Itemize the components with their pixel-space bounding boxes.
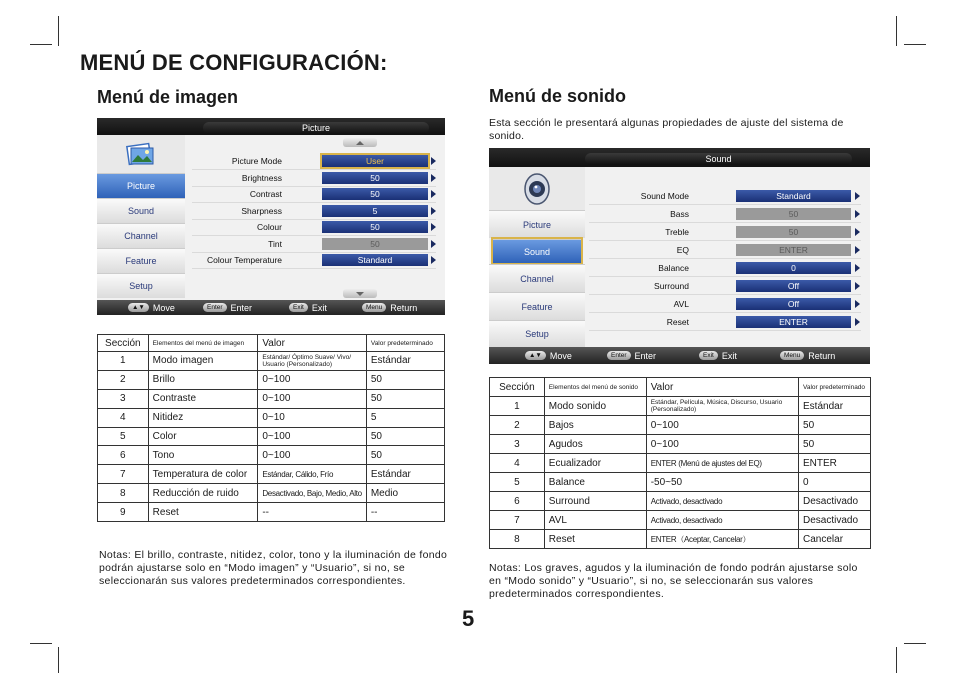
cell-section [490,397,545,416]
crop-mark [904,643,926,644]
cell-section [490,435,545,454]
cell-item-text: Balance [548,476,585,488]
header-section: Sección [490,378,545,397]
cell-value-text: Activado, desactivado [650,496,723,506]
crop-mark [896,647,897,673]
cell-item-text: Contraste [152,393,197,405]
cell-value-text: ENTER (Menú de ajustes del EQ) [650,458,762,468]
cell-section [98,484,149,503]
cell-item-text: Reducción de ruido [152,487,239,499]
scroll-up-icon[interactable] [343,138,377,147]
osd-setting-label: Contrast [249,189,282,199]
cell-value [258,465,367,484]
cell-default-text: 50 [803,438,815,450]
osd-setting-value[interactable]: Off [736,298,851,310]
cell-item-text: Brillo [152,374,175,386]
cell-section-text: 8 [120,487,126,499]
osd-setting-label: Reset [666,317,689,327]
table-row [98,408,445,427]
row-divider [589,276,861,277]
cell-default [799,530,871,549]
cell-default [366,370,444,389]
row-divider [589,240,861,241]
cell-item [148,352,258,371]
chevron-right-icon[interactable] [431,157,436,165]
cell-item-text: Ecualizador [548,457,602,469]
cell-section-text: 6 [514,495,520,507]
hint-enter-label: Enter [634,350,657,361]
cell-section-text: 3 [514,438,520,450]
hint-return-label: Return [808,350,836,361]
hint-move [128,303,175,313]
cell-item-text: Temperatura de color [152,468,248,480]
table-row [490,511,871,530]
cell-default [366,465,444,484]
osd-setting-value[interactable]: 5 [322,205,428,217]
row-divider [589,312,861,313]
cell-default-text: Medio [370,487,399,499]
cell-section [98,389,149,408]
cell-section-text: 1 [120,355,126,367]
hint-exit [699,351,737,361]
cell-default-text: 50 [370,431,382,442]
move-key-icon: ▲▼ [525,351,546,360]
osd-setting-label: Sharpness [241,205,282,216]
table-row [490,454,871,473]
cell-default-text: 50 [370,374,382,386]
osd-nav-sound[interactable]: Sound [493,239,581,263]
cell-default-text: 5 [370,412,377,424]
osd-setting-label: Colour Temperature [207,255,282,265]
hint-enter [203,303,252,313]
chevron-right-icon[interactable] [855,264,860,272]
cell-item [148,503,258,522]
chevron-right-icon[interactable] [431,174,436,182]
hint-enter-label: Enter [230,302,253,313]
cell-default [799,416,871,435]
osd-setting-value[interactable]: 0 [736,262,851,274]
cell-section-text: 9 [120,506,126,518]
chevron-right-icon[interactable] [855,192,860,200]
cell-default-text: 50 [803,419,815,431]
cell-item-text: Reset [548,533,575,545]
exit-key-icon: Exit [699,351,718,360]
osd-setting-value[interactable]: Off [736,280,851,292]
cell-item-text: Modo imagen [152,355,214,367]
table-header-row [98,335,445,352]
sound-section-title: Menú de sonido [489,86,626,106]
row-divider [192,202,436,203]
cell-item-text: Modo sonido [548,400,607,412]
table-row [490,416,871,435]
row-divider [589,204,861,205]
header-item: Elementos del menú de sonido [544,378,646,397]
cell-value [646,492,798,511]
cell-item [148,427,258,446]
table-row [98,352,445,371]
osd-setting-label: Colour [256,222,282,232]
osd-setting-value[interactable]: User [322,155,428,167]
osd-bottom-bar [489,347,870,364]
cell-section-text: 2 [120,374,126,386]
cell-item [544,473,646,492]
table-row [98,484,445,503]
cell-value-text: Estándar, Cálido, Frío [262,469,334,479]
cell-item [148,389,258,408]
cell-item-text: Tono [152,449,175,461]
cell-section-text: 4 [514,457,520,469]
cell-section [490,454,545,473]
cell-default-text: Estándar [803,400,844,412]
header-section: Sección [98,335,149,352]
cell-default [799,435,871,454]
osd-setting-label: EQ [676,245,689,255]
table-row [490,435,871,454]
cell-item [148,484,258,503]
osd-setting-label: Bass [670,209,689,219]
header-item: Elementos del menú de imagen [148,335,258,352]
cell-section [98,427,149,446]
picture-section-title: Menú de imagen [97,87,239,107]
cell-item-text: AVL [548,514,567,526]
hint-return [362,303,417,313]
cell-default [799,492,871,511]
chevron-right-icon[interactable] [431,190,436,198]
cell-section [490,492,545,511]
chevron-right-icon[interactable] [855,246,860,254]
picture-icon [97,135,185,173]
row-divider [192,268,436,269]
osd-setting-value[interactable]: 50 [322,238,428,250]
osd-setting-label: Sound Mode [640,191,689,201]
osd-setting-value[interactable]: Standard [322,254,428,266]
cell-section [98,503,149,522]
cell-default-text: 50 [370,393,382,405]
cell-value [258,427,367,446]
cell-section-text: 7 [120,468,126,480]
table-row [98,389,445,408]
chevron-right-icon[interactable] [431,240,436,248]
osd-nav-channel[interactable]: Channel [489,264,585,292]
cell-default-text: Desactivado [803,495,859,507]
cell-section-text: 6 [120,449,126,461]
osd-setting-value[interactable]: 50 [322,188,428,200]
osd-nav-channel[interactable]: Channel [97,223,185,248]
cell-default [366,408,444,427]
cell-item-text: Bajos [548,419,574,431]
osd-setting-label: Brightness [241,172,282,183]
cell-default [366,446,444,465]
cell-item [544,511,646,530]
hint-exit-label: Exit [721,350,737,361]
table-row [98,370,445,389]
osd-setting-value[interactable]: 50 [736,226,851,238]
cell-value-text: 0~100 [262,374,291,386]
sound-settings-table [489,377,871,549]
cell-item-text: Surround [548,495,590,507]
cell-default [366,389,444,408]
osd-nav-picture[interactable]: Picture [97,173,185,198]
cell-default-text: ENTER [803,457,837,469]
cell-section-text: 2 [514,419,520,431]
page-number: 5 [462,606,475,631]
table-row [490,492,871,511]
cell-section-text: 5 [514,476,520,488]
row-divider [589,258,861,259]
chevron-right-icon[interactable] [855,210,860,218]
cell-value [646,473,798,492]
cell-default [799,511,871,530]
row-divider [192,252,436,253]
table-row [490,397,871,416]
cell-value [258,389,367,408]
cell-item [148,370,258,389]
table-row [98,446,445,465]
osd-menu-title: Sound [585,153,852,165]
cell-item [544,416,646,435]
crop-mark [30,44,52,45]
row-divider [192,169,436,170]
cell-value-text: 0~100 [650,438,679,450]
cell-section [98,465,149,484]
cell-item [544,397,646,416]
picture-notes: Notas: El brillo, contraste, nitidez, color, tono y la iluminación de fondo podrán ajustarse solo en “Modo imagen” y “Usuario”, si no, se seleccionarán sus valores predeterminados correspondientes. [99,549,448,587]
cell-section [98,352,149,371]
cell-section [490,416,545,435]
cell-value [258,370,367,389]
table-row [490,473,871,492]
cell-section [98,408,149,427]
cell-item-text: Agudos [548,438,583,450]
cell-item-text: Color [152,431,177,442]
cell-value-text: 0~100 [262,449,291,461]
speaker-icon [489,167,585,210]
hint-enter [607,351,656,361]
move-key-icon: ▲▼ [128,303,149,312]
cell-item [544,492,646,511]
osd-setting-value[interactable]: 50 [322,221,428,233]
cell-default-text: -- [370,506,378,518]
cell-value-text: Desactivado, Bajo, Medio, Alto [262,488,362,498]
cell-section [98,370,149,389]
osd-nav-picture[interactable]: Picture [489,210,585,238]
cell-default [366,484,444,503]
header-value: Valor [646,378,798,397]
chevron-right-icon[interactable] [431,207,436,215]
table-row [98,465,445,484]
cell-value [258,484,367,503]
row-divider [589,330,861,331]
cell-item [544,435,646,454]
osd-nav-sound[interactable]: Sound [97,198,185,223]
cell-item [148,446,258,465]
osd-nav-setup[interactable]: Setup [97,273,185,298]
sound-notes: Notas: Los graves, agudos y la iluminación de fondo podrán ajustarse solo en “Modo sonido” y “Usuario”, si no, se seleccionarán sus valores predeterminados correspondientes. [489,562,858,600]
osd-setting-label: Balance [658,263,689,273]
hint-exit [289,303,327,313]
cell-item-text: Reset [152,506,179,518]
chevron-right-icon[interactable] [855,300,860,308]
sound-osd-menu [489,148,870,364]
cell-section [98,446,149,465]
table-header-row [490,378,871,397]
row-divider [192,219,436,220]
cell-section-text: 8 [514,533,520,545]
osd-nav-feature[interactable]: Feature [97,248,185,273]
page-title: MENÚ DE CONFIGURACIÓN: [80,50,388,75]
cell-value-text: 0~100 [262,393,291,405]
row-divider [589,222,861,223]
cell-value-text: Estándar/ Óptimo Suave/ Vivo/ Usuario (Personalizado) [262,353,352,368]
cell-value [646,454,798,473]
menu-key-icon: Menu [362,303,386,312]
cell-value-text: Activado, desactivado [650,515,723,525]
picture-settings-table [97,334,445,522]
osd-setting-label: Surround [654,281,689,291]
crop-mark [58,647,59,673]
chevron-right-icon[interactable] [855,228,860,236]
cell-value-text: Estándar, Película, Música, Discurso, Usuario (Personalizado) [650,399,783,413]
cell-item [148,465,258,484]
chevron-right-icon[interactable] [855,282,860,290]
cell-default [366,352,444,371]
cell-default [366,427,444,446]
cell-section-text: 5 [120,431,126,442]
cell-section [490,530,545,549]
row-divider [589,294,861,295]
cell-default [799,397,871,416]
cell-item [544,530,646,549]
hint-exit-label: Exit [311,302,327,313]
cell-value [258,503,367,522]
cell-item-text: Nitidez [152,412,184,424]
osd-bottom-bar [97,300,445,315]
cell-default-text: Estándar [370,468,411,480]
cell-item [544,454,646,473]
cell-value [646,530,798,549]
cell-value [646,511,798,530]
osd-setting-value[interactable]: ENTER [736,316,851,328]
osd-nav-setup[interactable]: Setup [489,320,585,347]
header-value: Valor [258,335,367,352]
row-divider [192,186,436,187]
cell-value-text: -- [262,506,269,518]
cell-default-text: Desactivado [803,514,859,526]
cell-default [366,503,444,522]
cell-item [148,408,258,427]
cell-section-text: 7 [514,514,520,526]
enter-key-icon: Enter [607,351,631,360]
osd-nav-feature[interactable]: Feature [489,292,585,320]
hint-return-label: Return [390,302,418,313]
exit-key-icon: Exit [289,303,308,312]
row-divider [192,235,436,236]
cell-value [646,435,798,454]
table-row [98,427,445,446]
osd-setting-label: Picture Mode [231,156,282,166]
cell-value [258,446,367,465]
cell-default-text: Cancelar [803,533,844,545]
osd-setting-label: AVL [673,299,689,309]
sound-intro-text: Esta sección le presentará algunas propiedades de ajuste del sistema de sonido. [489,117,844,142]
hint-return [780,351,835,361]
cell-section [490,473,545,492]
picture-osd-menu [97,118,445,315]
scroll-down-icon[interactable] [343,289,377,298]
cell-default-text: 0 [803,476,809,488]
cell-section-text: 3 [120,393,126,405]
osd-setting-label: Treble [665,227,689,237]
hint-move-label: Move [152,302,175,313]
cell-value [258,408,367,427]
menu-key-icon: Menu [780,351,804,360]
crop-mark [896,16,897,46]
table-row [490,530,871,549]
table-row [98,503,445,522]
cell-default-text: Estándar [370,355,411,367]
hint-move-label: Move [549,350,572,361]
cell-value-text: 0~10 [262,412,285,424]
osd-setting-value[interactable]: 50 [736,208,851,220]
cell-default [799,454,871,473]
osd-setting-label: Tint [268,238,282,249]
hint-move [525,351,572,361]
cell-value [646,416,798,435]
chevron-right-icon[interactable] [431,223,436,231]
cell-value-text: 0~100 [262,431,291,442]
cell-section-text: 1 [514,400,520,412]
osd-setting-value[interactable]: ENTER [736,244,851,256]
cell-section-text: 4 [120,412,126,424]
osd-menu-title: Picture [203,122,429,134]
header-default: Valor predeterminado [366,335,444,352]
cell-value [258,352,367,371]
cell-default-text: 50 [370,449,382,461]
crop-mark [30,643,52,644]
cell-section [490,511,545,530]
crop-mark [58,16,59,46]
cell-default [799,473,871,492]
osd-setting-value[interactable]: Standard [736,190,851,202]
cell-value-text: ENTER（Aceptar, Cancelar） [650,534,751,544]
chevron-right-icon[interactable] [855,318,860,326]
cell-value-text: -50~50 [650,476,683,488]
crop-mark [904,44,926,45]
enter-key-icon: Enter [203,303,227,312]
header-default: Valor predeterminado [799,378,871,397]
chevron-right-icon[interactable] [431,256,436,264]
cell-value-text: 0~100 [650,419,679,431]
osd-setting-value[interactable]: 50 [322,172,428,184]
cell-value [646,397,798,416]
